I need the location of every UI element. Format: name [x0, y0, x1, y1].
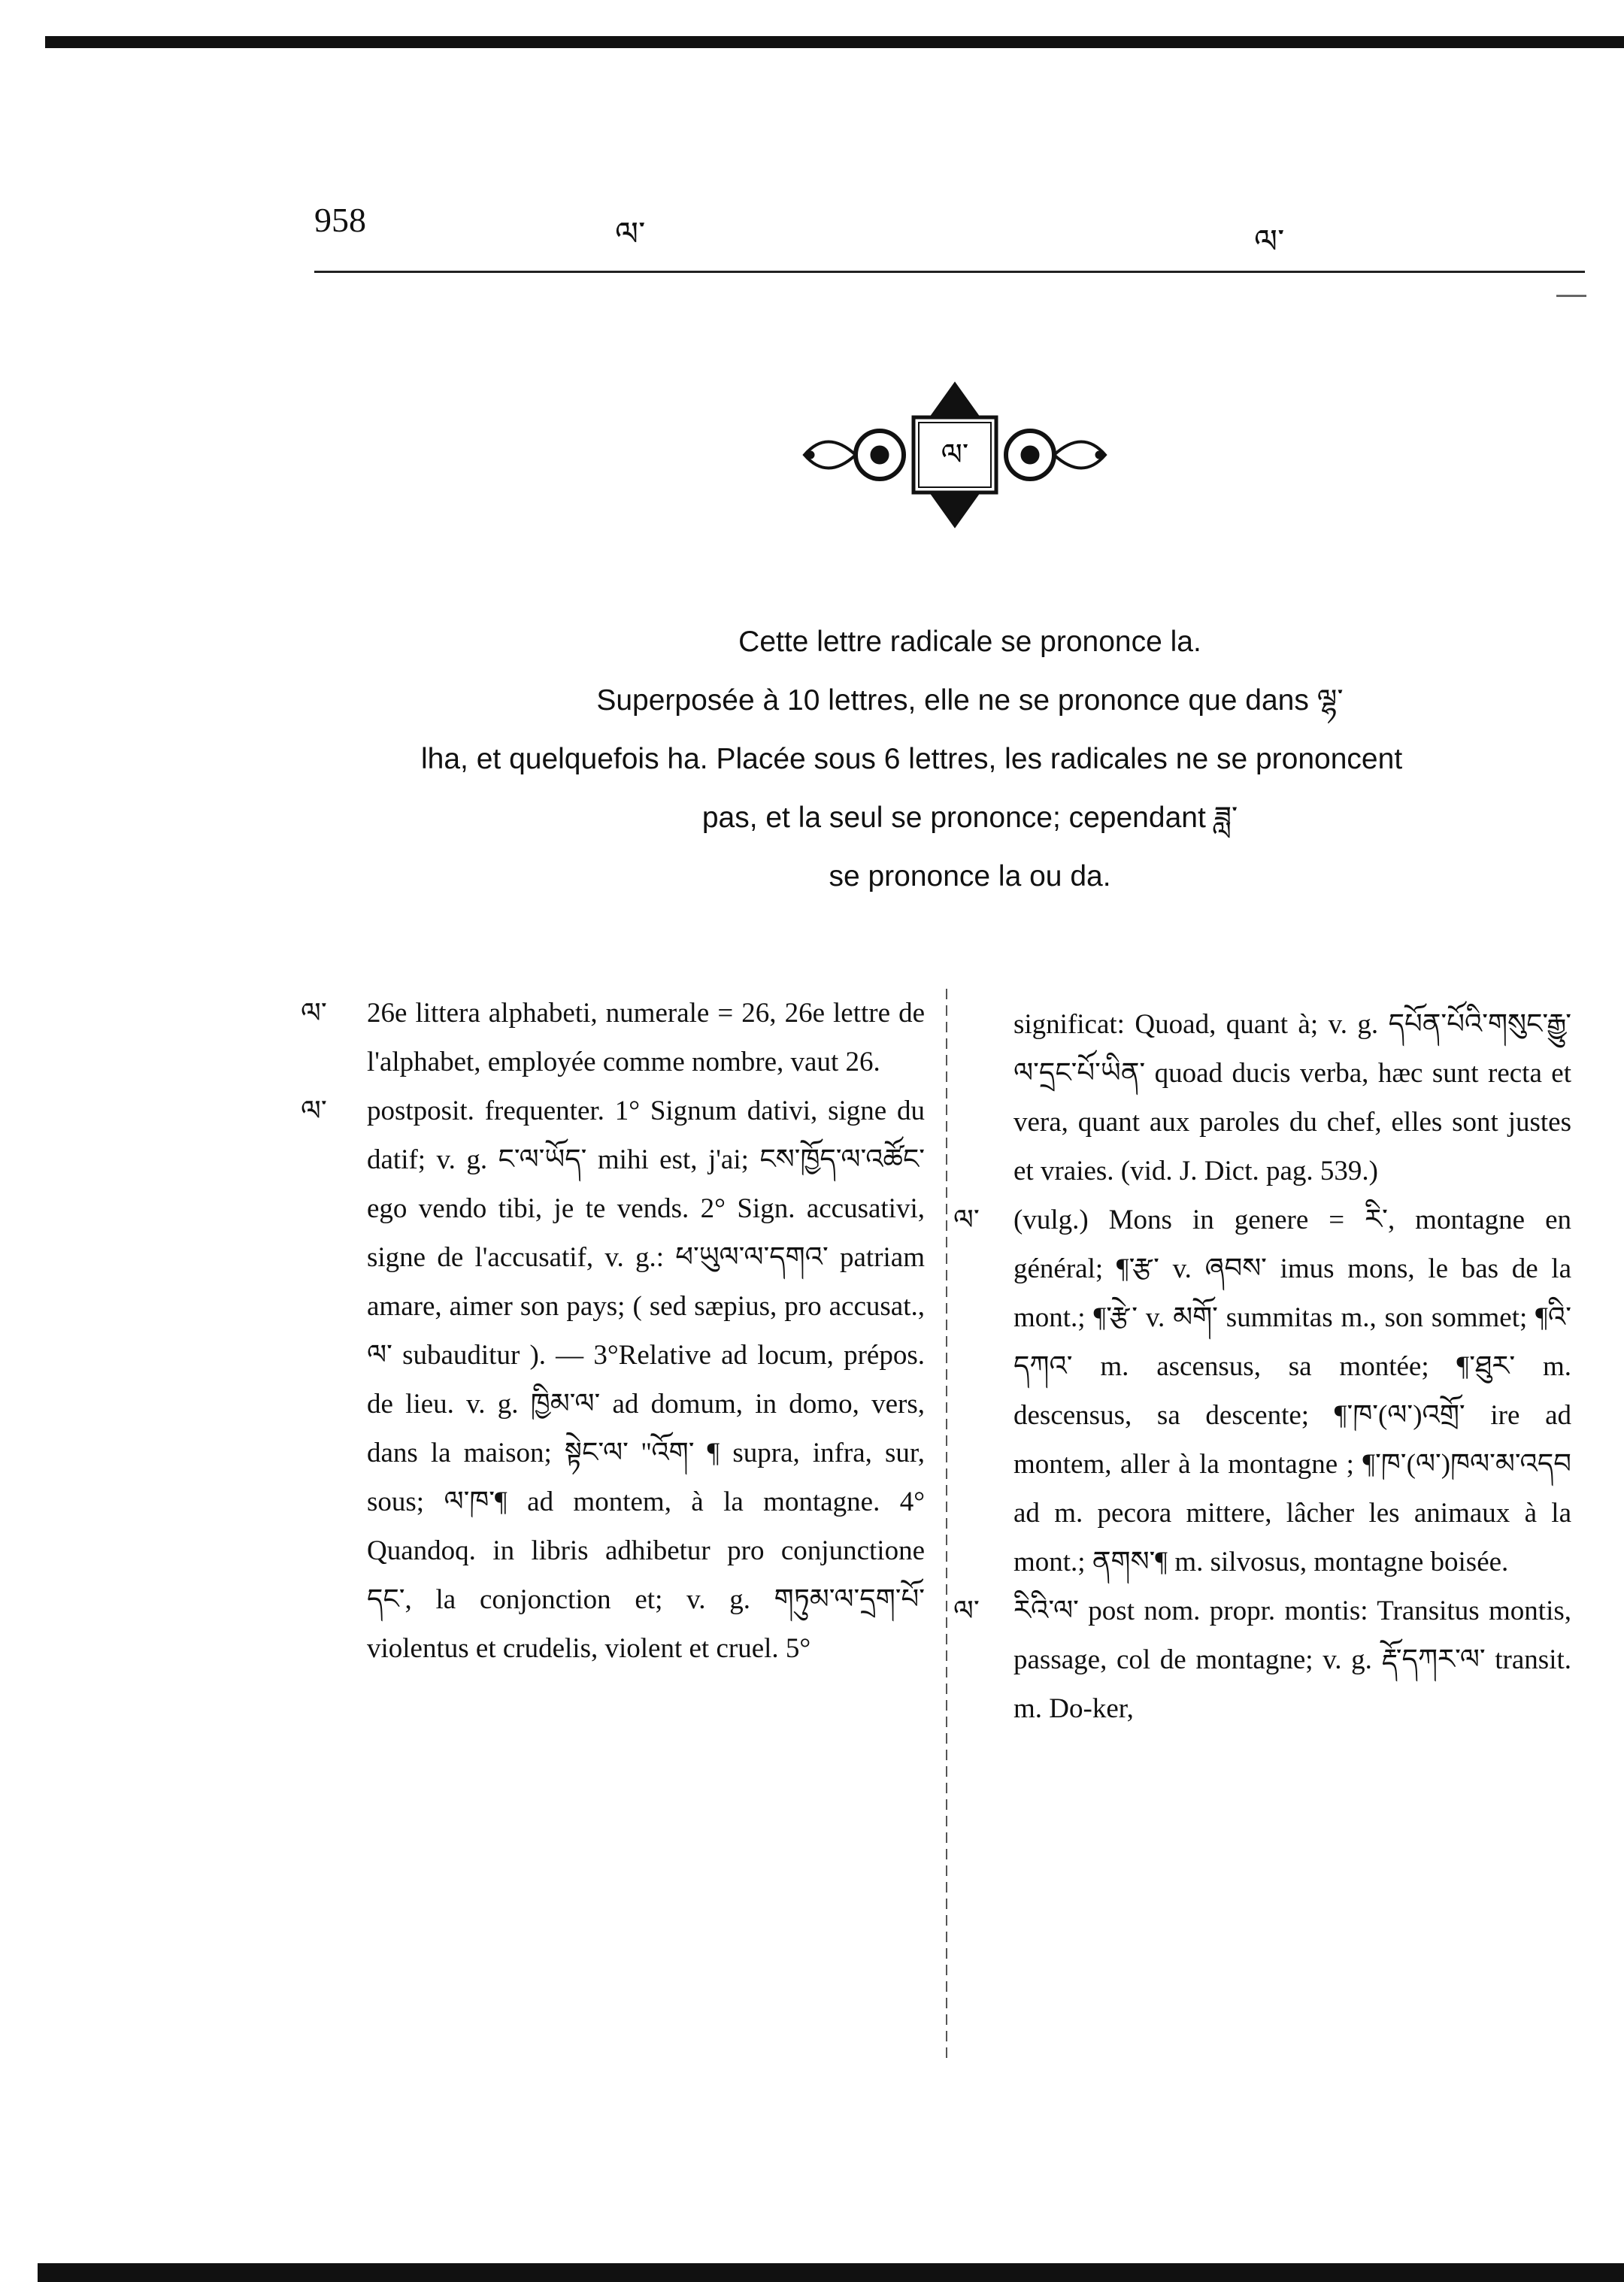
tibetan-ornament-icon: [797, 376, 1113, 534]
header-rule-tail: [1556, 295, 1586, 297]
dictionary-entry: [301, 1086, 925, 1673]
entry-headword: ལ་: [301, 1094, 327, 1127]
running-head-right: ལ་: [1254, 223, 1285, 261]
entry-text: (vulg.) Mons in genere = རི་, montagne en général; ¶་རྩ་ v. ཞབས་ imus mons, le bas de la mont.; ¶་རྩེ་ v. མགོ་ summitas m., son sommet; ¶འི་དཀའ་ m. ascensus, sa montée; ¶་ཐུར་ m. descensus, sa descente; ¶་ཁ་(ལ་)འགྲོ་ ire ad montem, aller à la montagne ; ¶་ཁ་(ལ་)ཁལ་མ་འདབ ad m. pecora mittere, lâcher les animaux à la mont.; ནགས་¶ m. silvosus, montagne boisée.: [1013, 1205, 1571, 1577]
entry-text: postposit. frequenter. 1° Signum dativi, signe du datif; v. g. ང་ལ་ཡོད་ mihi est, j'ai; ངས་ཁྱོད་ལ་འཚོང་ ego vendo tibi, je te vends. 2° Sign. accusativi, signe de l'accusatif, v. g.: ཕ་ཡུལ་ལ་དགའ་ patriam amare, aimer son pays; ( sed sæpius, pro accusat., ལ་ subauditur ). — 3°Relative ad locum, prépos. de lieu. v. g. ཁྱིམ་ལ་ ad domum, in domo, vers, dans la maison; སྟེང་ལ་ ''འོག་ ¶ supra, infra, sur, sous; ལ་ཁ་¶ ad montem, à la montagne. 4° Quandoq. in libris adhibetur pro conjunctione དང་, la conjonction et; v. g. གཏུམ་ལ་དྲག་པོ་ violentus et crudelis, violent et cruel. 5°: [367, 1096, 925, 1664]
intro-line-3: lha, et quelquefois ha. Placée sous 6 lettres, les radicales ne se prononcent: [421, 743, 1403, 775]
intro-line-1: Cette lettre radicale se prononce la.: [738, 626, 1201, 658]
dictionary-entry: [953, 1586, 1571, 1733]
ornament-letter: ལ་: [941, 438, 969, 472]
entry-text: significat: Quoad, quant à; v. g. དཔོན་པོའི་གསུང་རྒྱུ་ལ་དྲང་པོ་ཡིན་ quoad ducis verba, hæc sunt recta et vera, quant aux paroles du chef, elles sont justes et vraies. (vid. J. Dict. pag. 539.): [1013, 1009, 1571, 1186]
header-rule: [314, 271, 1585, 273]
column-separator: [946, 989, 947, 2064]
page-number: 958: [314, 201, 366, 239]
dictionary-entry: [301, 989, 925, 1086]
page-header: [314, 197, 1299, 261]
intro-paragraph: [421, 613, 1519, 906]
entry-headword: ལ་: [953, 1594, 980, 1627]
intro-line-4: pas, et la seul se prononce; cependant ཟླ་: [701, 802, 1238, 834]
right-column: [953, 1000, 1571, 1733]
entry-text: རིའི་ལ་ post nom. propr. montis: Transitus montis, passage, col de montagne; v. g. རྡོ་དཀར་ལ་ transit. m. Do-ker,: [1013, 1596, 1571, 1724]
dictionary-entry: [953, 1196, 1571, 1586]
entry-headword: ལ་: [301, 996, 327, 1029]
entry-text: 26e littera alphabeti, numerale = 26, 26e lettre de l'alphabet, employée comme nombre, vaut 26.: [367, 998, 925, 1077]
bottom-border-bar: [38, 2263, 1624, 2282]
running-head-left: ལ་: [615, 215, 646, 253]
intro-line-5: se prononce la ou da.: [829, 860, 1111, 892]
dictionary-entry-continued: [1013, 1000, 1571, 1196]
top-border-bar: [45, 36, 1624, 48]
entry-headword: ལ་: [953, 1203, 980, 1236]
intro-line-2: Superposée à 10 lettres, elle ne se prononce que dans ལྷ་: [596, 684, 1344, 717]
left-column: [301, 989, 925, 1673]
